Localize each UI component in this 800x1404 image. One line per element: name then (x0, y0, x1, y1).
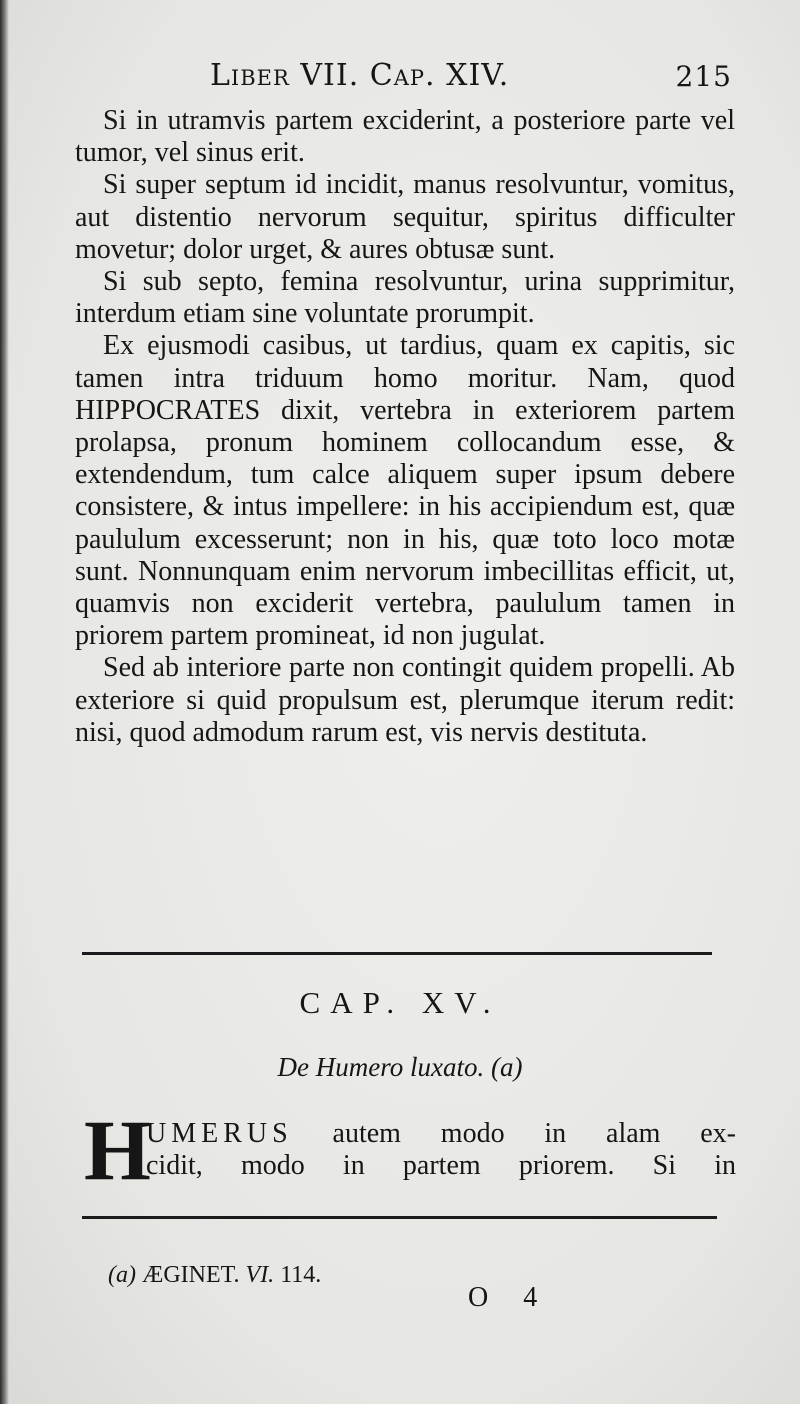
chapter-opening-line-1 (146, 1118, 736, 1150)
paragraph-2: Si super septum id incidit, manus resolvuntur, vomitus, aut distentio nervorum sequitur, spiritus difficulter movetur; dolor urget, & aures obtusæ sunt. (75, 169, 735, 265)
page-number: 215 (675, 60, 732, 93)
paragraph-5: Sed ab interiore parte non contingit quidem propelli. Ab exteriore si quid propulsum est, plerumque iterum redit: nisi, quod admodum rarum est, vis nervis destituta. (75, 652, 735, 748)
footnote-mark: (a) (108, 1262, 136, 1288)
chapter-subtitle: De Humero luxato. (a) (277, 1052, 523, 1082)
printer-signature: O 4 (468, 1282, 552, 1313)
footnote-book: VI. (245, 1262, 275, 1288)
chapter-xiv-body (75, 105, 735, 749)
drop-cap: H (84, 1102, 151, 1198)
paragraph-3: Si sub septo, femina resolvuntur, urina supprimitur, interdum etiam sine voluntate prorumpit. (75, 266, 735, 330)
running-head-title: Liber VII. Cap. XIV. (210, 58, 510, 93)
section-divider-rule (82, 952, 712, 955)
footnote-author: ÆGINET. (141, 1262, 240, 1288)
first-word-rest: UMERUS (146, 1118, 293, 1149)
paragraph-1: Si in utramvis partem exciderint, a posteriore parte vel tumor, vel sinus erit. (75, 105, 735, 169)
chapter-opening-line-2: cidit, modo in partem priorem. Si in (146, 1150, 736, 1181)
footnote-divider-rule (82, 1216, 717, 1219)
chapter-heading: CAP. XV. (299, 985, 501, 1020)
paragraph-4: Ex ejusmodi casibus, ut tardius, quam ex capitis, sic tamen intra triduum homo moritur. Nam, quod HIPPOCRATES dixit, vertebra in exteriorem partem prolapsa, pronum hominem collocandum esse, & extendendum, tum calce aliquem super ipsum debere consistere, & intus impellere: in his accipiendum est, quæ paululum excesserunt; non in his, quæ toto loco motæ sunt. Nonnunquam enim nervorum imbecillitas efficit, ut, quamvis non exciderit vertebra, paululum tamen in priorem partem promineat, id non jugulat. (75, 330, 735, 652)
footnote (108, 1262, 321, 1289)
book-spine-shadow (0, 0, 9, 1404)
running-head (210, 58, 730, 98)
footnote-ref: 114. (280, 1262, 322, 1288)
opening-line-1-rest: autem modo in alam ex- (332, 1118, 737, 1149)
